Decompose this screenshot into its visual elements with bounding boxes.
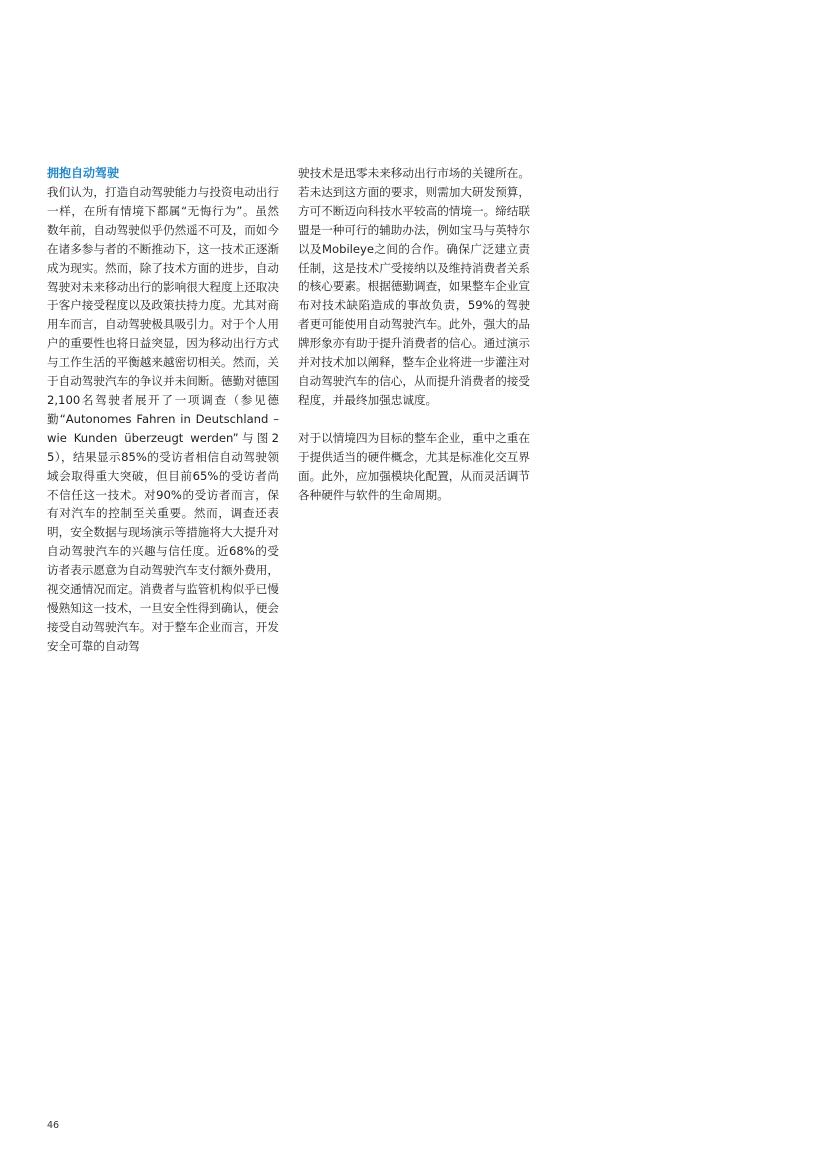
- right-column: [298, 164, 530, 504]
- body-paragraph-right-2: 对于以情境四为目标的整车企业，重中之重在于提供适当的硬件概念，尤其是标准化交互界面。此外，应加强模块化配置，从而灵活调节各种硬件与软件的生命周期。: [298, 430, 530, 502]
- section-heading: 拥抱自动驾驶: [47, 166, 120, 180]
- page-number: 46: [47, 1120, 60, 1131]
- left-column: [47, 164, 279, 656]
- body-paragraph-left: 我们认为，打造自动驾驶能力与投资电动出行一样，在所有情境下都属“无悔行为”。虽然数年前，自动驾驶似乎仍然遥不可及，而如今在诸多参与者的不断推动下，这一技术正逐渐成为现实。然而，除了技术方面的进步，自动驾驶对未来移动出行的影响很大程度上还取决于客户接受程度以及政策扶持力度。尤其对商用车而言，自动驾驶极具吸引力。对于个人用户的重要性也将日益突显，因为移动出行方式与工作生活的平衡越来越密切相关。然而，关于自动驾驶汽车的争议并未间断。德勤对德国2,100名驾驶者展开了一项调查（参见德勤“Autonomes Fahren in Deutschland – wie Kunden überzeugt werden”与图25），结果显示85%的受访者相信自动驾驶领域会取得重大突破，但目前65%的受访者尚不信任这一技术。对90%的受访者而言，保有对汽车的控制至关重要。然而，调查还表明，安全数据与现场演示等措施将大大提升对自动驾驶汽车的兴趣与信任度。近68%的受访者表示愿意为自动驾驶汽车支付额外费用，视交通情况而定。消费者与监管机构似乎已慢慢熟知这一技术，一旦安全性得到确认，便会接受自动驾驶汽车。对于整车企业而言，开发安全可靠的自动驾: [47, 185, 279, 653]
- body-paragraph-right-1: 驶技术是迅零未来移动出行市场的关键所在。若未达到这方面的要求，则需加大研发预算，方可不断迈向科技水平较高的情境一。缔结联盟是一种可行的辅助办法，例如宝马与英特尔以及Mobileye之间的合作。确保广泛建立责任制，这是技术广受接纳以及维持消费者关系的核心要素。根据德勤调查，如果整车企业宣布对技术缺陷造成的事故负责，59%的驾驶者更可能使用自动驾驶汽车。此外，强大的品牌形象亦有助于提升消费者的信心。通过演示并对技术加以阐释，整车企业将进一步灌注对自动驾驶汽车的信心，从而提升消费者的接受程度，并最终加强忠诚度。: [298, 166, 530, 407]
